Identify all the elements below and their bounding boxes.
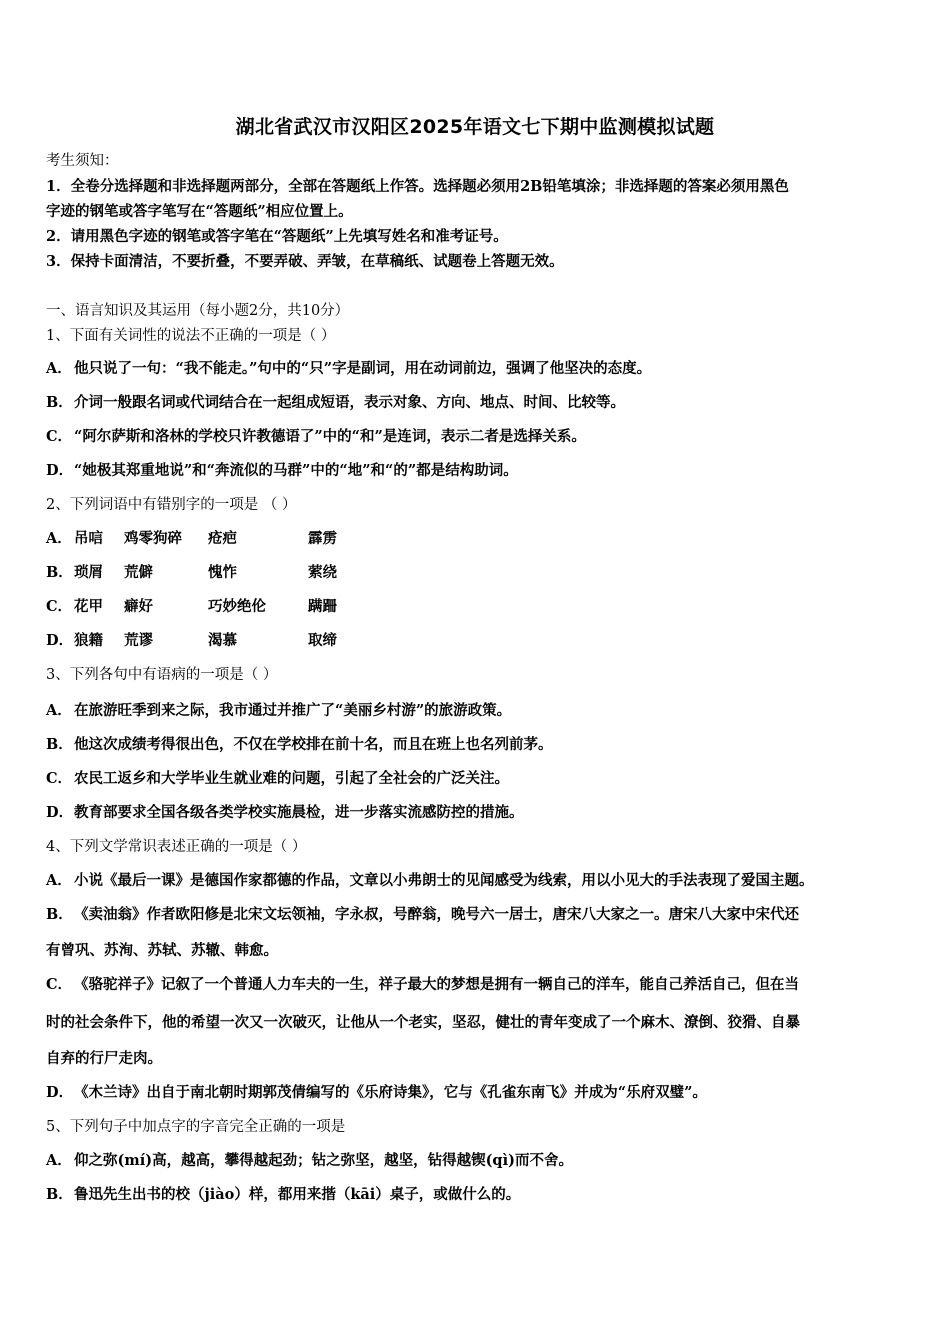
question-1-option-b bbox=[46, 393, 625, 413]
word-4: 蹒跚 bbox=[308, 598, 337, 615]
question-1-option-d bbox=[46, 461, 518, 481]
question-3-option-d bbox=[46, 803, 524, 823]
question-4-option-c-cont-2: 自弃的行尸走肉。 bbox=[46, 1050, 162, 1067]
question-2-stem: 2、下列词语中有错别字的一项是 （ ） bbox=[46, 497, 297, 513]
question-3-option-a bbox=[46, 701, 511, 721]
option-label: B． bbox=[46, 394, 73, 411]
question-4-option-a bbox=[46, 871, 814, 891]
option-label: C． bbox=[46, 770, 73, 787]
option-label: D． bbox=[46, 1084, 74, 1101]
option-text: 他这次成绩考得很出色，不仅在学校排在前十名，而且在班上也名列前茅。 bbox=[74, 736, 553, 753]
option-label: A． bbox=[46, 872, 72, 889]
option-label: D． bbox=[46, 632, 74, 649]
word-3: 愧怍 bbox=[208, 564, 237, 581]
option-label: A． bbox=[46, 702, 72, 719]
word-2: 荒僻 bbox=[124, 564, 153, 581]
option-label: B． bbox=[46, 736, 73, 753]
option-text: “她极其郑重地说”和“奔流似的马群”中的“地”和“的”都是结构助词。 bbox=[74, 462, 518, 479]
word-3: 渴慕 bbox=[208, 632, 237, 649]
option-label: C． bbox=[46, 428, 73, 445]
word-2: 鸡零狗碎 bbox=[124, 530, 182, 547]
question-2-option-a bbox=[46, 529, 368, 549]
word-1: 狼籍 bbox=[74, 632, 103, 649]
word-4: 霹雳 bbox=[308, 530, 337, 547]
option-text: 教育部要求全国各级各类学校实施晨检，进一步落实流感防控的措施。 bbox=[74, 804, 524, 821]
question-5-option-a bbox=[46, 1151, 573, 1171]
question-4-option-d bbox=[46, 1083, 707, 1103]
option-label: C． bbox=[46, 976, 73, 993]
question-4-option-b bbox=[46, 905, 799, 925]
word-1: 花甲 bbox=[74, 598, 103, 615]
question-4-stem: 4、下列文学常识表述正确的一项是（ ） bbox=[46, 839, 307, 855]
option-label: A． bbox=[46, 360, 72, 377]
word-1: 琐屑 bbox=[74, 564, 103, 581]
section-heading: 一、语言知识及其运用（每小题2分，共10分） bbox=[46, 303, 350, 319]
question-4-option-c-cont-1: 时的社会条件下，他的希望一次又一次破灭，让他从一个老实，坚忍，健壮的青年变成了一个麻木、潦倒、狡猾、自暴 bbox=[46, 1014, 800, 1031]
option-text: 《骆驼祥子》记叙了一个普通人力车夫的一生，祥子最大的梦想是拥有一辆自己的洋车，能自己养活自己，但在当 bbox=[74, 976, 799, 993]
option-label: A． bbox=[46, 1152, 72, 1169]
question-5-stem: 5、下列句子中加点字的字音完全正确的一项是 bbox=[46, 1119, 346, 1135]
option-text: 小说《最后一课》是德国作家都德的作品，文章以小弗朗士的见闻感受为线索，用以小见大的手法表现了爱国主题。 bbox=[74, 872, 814, 889]
option-text: 《卖油翁》作者欧阳修是北宋文坛领袖，字永叔，号醉翁，晚号六一居士，唐宋八大家之一。唐宋八大家中宋代还 bbox=[74, 906, 799, 923]
option-label: A． bbox=[46, 530, 72, 547]
exam-title: 湖北省武汉市汉阳区2025年语文七下期中监测模拟试题 bbox=[235, 116, 715, 138]
option-text: 他只说了一句：“我不能走。”句中的“只”字是副词，用在动词前边，强调了他坚决的态度。 bbox=[74, 360, 652, 377]
option-label: D． bbox=[46, 804, 74, 821]
notice-line-4: 3．保持卡面清洁，不要折叠，不要弄破、弄皱，在草稿纸、试题卷上答题无效。 bbox=[46, 253, 564, 270]
notice-line-2: 字迹的钢笔或答字笔写在“答题纸”相应位置上。 bbox=[46, 203, 353, 220]
option-text: 介词一般跟名词或代词结合在一起组成短语，表示对象、方向、地点、时间、比较等。 bbox=[74, 394, 625, 411]
question-3-option-c bbox=[46, 769, 509, 789]
word-1: 吊唁 bbox=[74, 530, 103, 547]
option-label: B． bbox=[46, 564, 73, 581]
notice-heading: 考生须知： bbox=[46, 153, 119, 169]
option-label: B． bbox=[46, 906, 73, 923]
question-1-option-a bbox=[46, 359, 651, 379]
question-4-option-b-cont: 有曾巩、苏洵、苏轼、苏辙、韩愈。 bbox=[46, 942, 278, 959]
notice-line-3: 2．请用黑色字迹的钢笔或答字笔在“答题纸”上先填写姓名和准考证号。 bbox=[46, 228, 508, 245]
question-2-option-b bbox=[46, 563, 368, 583]
option-text: 农民工返乡和大学毕业生就业难的问题，引起了全社会的广泛关注。 bbox=[74, 770, 509, 787]
question-5-option-b bbox=[46, 1185, 520, 1205]
option-text: 仰之弥(mí)高，越高，攀得越起劲；钻之弥坚，越坚，钻得越锲(qì)而不舍。 bbox=[74, 1152, 573, 1169]
question-4-option-c bbox=[46, 975, 799, 995]
word-4: 取缔 bbox=[308, 632, 337, 649]
question-2-option-d bbox=[46, 631, 368, 651]
option-label: C． bbox=[46, 598, 73, 615]
word-2: 荒谬 bbox=[124, 632, 153, 649]
word-3: 疮疤 bbox=[208, 530, 237, 547]
question-1-option-c bbox=[46, 427, 586, 447]
word-4: 萦绕 bbox=[308, 564, 337, 581]
option-label: D． bbox=[46, 462, 74, 479]
question-1-stem: 1、下面有关词性的说法不正确的一项是（ ） bbox=[46, 328, 336, 344]
option-text: “阿尔萨斯和洛林的学校只许教德语了”中的“和”是连词，表示二者是选择关系。 bbox=[74, 428, 586, 445]
question-3-option-b bbox=[46, 735, 553, 755]
option-text: 《木兰诗》出自于南北朝时期郭茂倩编写的《乐府诗集》，它与《孔雀东南飞》并成为“乐府双璧”。 bbox=[74, 1084, 707, 1101]
option-label: B． bbox=[46, 1186, 73, 1203]
word-3: 巧妙绝伦 bbox=[208, 598, 266, 615]
word-2: 癖好 bbox=[124, 598, 153, 615]
question-2-option-c bbox=[46, 597, 368, 617]
notice-line-1: 1．全卷分选择题和非选择题两部分，全部在答题纸上作答。选择题必须用2B铅笔填涂；非选择题的答案必须用黑色 bbox=[46, 178, 789, 195]
option-text: 在旅游旺季到来之际，我市通过并推广了“美丽乡村游”的旅游政策。 bbox=[74, 702, 512, 719]
question-3-stem: 3、下列各句中有语病的一项是（ ） bbox=[46, 667, 278, 683]
option-text: 鲁迅先生出书的校（jiào）样，都用来揩（kāi）桌子，或做什么的。 bbox=[74, 1186, 521, 1203]
